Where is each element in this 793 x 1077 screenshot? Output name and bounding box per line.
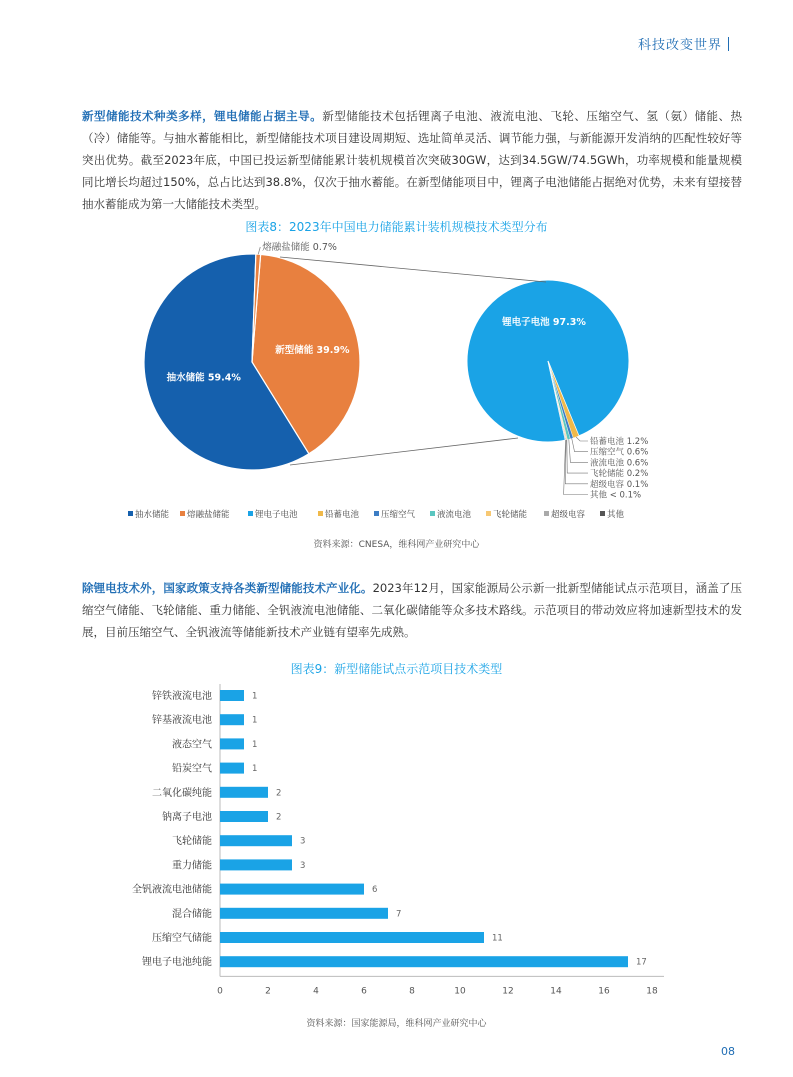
paragraph-1-body: 新型储能技术包括锂离子电池、液流电池、飞轮、压缩空气、氢（氨）储能、热（冷）储能等。与抽水蓄能相比，新型储能技术项目建设周期短、选址简单灵活、调节能力强，与新能源开发消纳的匹配性较好等突出优势。截至2023年底，中国已投运新型储能累计装机规模首次突破30GW，达到34.5GW/74.5GWh，功率规模和能量规模同比增长均超过150%，总占比达到38.8%，仅次于抽水蓄能。在新型储能项目中，锂离子电池储能占据绝对优势，未来有望接替抽水蓄能成为第一大储能技术类型。 (82, 109, 742, 211)
bar-value-label: 3 (300, 836, 306, 847)
sub-pie-label: 飞轮储能 0.2% (590, 469, 649, 480)
sub-pie-label: 液流电池 0.6% (590, 458, 649, 469)
bar-value-label: 7 (396, 909, 402, 920)
bar-value-label: 1 (252, 739, 258, 750)
bar-value-label: 1 (252, 764, 258, 775)
paragraph-1 (82, 105, 742, 215)
x-tick-label: 12 (502, 986, 514, 997)
chart9-title: 图表9：新型储能试点示范项目技术类型 (290, 662, 503, 676)
legend-swatch (486, 511, 491, 516)
category-label: 混合储能 (172, 908, 212, 920)
category-label: 锂电子电池纯能 (142, 957, 212, 969)
paragraph-1-lead: 新型储能技术种类多样，锂电储能占据主导。 (82, 109, 323, 123)
category-label: 飞轮储能 (172, 836, 212, 848)
sub-pie-label: 压缩空气 0.6% (590, 447, 649, 458)
bar (220, 932, 484, 943)
legend-swatch (430, 511, 435, 516)
category-label: 全钒液流电池储能 (132, 884, 212, 896)
bar-value-label: 2 (276, 788, 282, 799)
category-label: 铅炭空气 (172, 763, 212, 775)
pie-label-pumped-hydro: 抽水储能 59.4% (166, 372, 241, 384)
category-label: 钠离子电池 (162, 812, 212, 823)
x-tick-label: 16 (598, 986, 610, 997)
sub-pie-leader (569, 439, 588, 462)
legend-label: 其他 (607, 510, 625, 520)
legend-label: 熔融盐储能 (187, 510, 230, 520)
bar-value-label: 6 (372, 885, 378, 896)
pie-label-molten-salt: 熔融盐储能 0.7% (262, 242, 337, 253)
x-tick-label: 2 (265, 986, 271, 997)
legend-swatch (318, 511, 323, 516)
legend-label: 锂电子电池 (255, 510, 298, 520)
sub-pie-leader (576, 437, 588, 441)
category-label: 二氧化碳纯能 (152, 787, 212, 799)
category-label: 液态空气 (172, 739, 212, 751)
chart9-source: 资料来源：国家能源局，维科网产业研究中心 (306, 1019, 487, 1029)
bar (220, 835, 292, 846)
legend-label: 飞轮储能 (493, 510, 528, 520)
x-tick-label: 10 (454, 986, 466, 997)
legend-swatch (248, 511, 253, 516)
category-label: 锌基液流电池 (152, 715, 212, 727)
bar (220, 787, 268, 798)
chart8-pie-chart (0, 235, 793, 530)
x-tick-label: 6 (361, 986, 367, 997)
bar (220, 811, 268, 822)
header-title: 科技改变世界 (638, 34, 729, 53)
category-label: 锌铁液流电池 (152, 691, 212, 702)
bar (220, 763, 244, 774)
bar (220, 884, 364, 895)
bar (220, 690, 244, 701)
sub-pie-label: 铅蓄电池 1.2% (590, 437, 649, 447)
x-tick-label: 8 (409, 986, 415, 997)
bar (220, 956, 628, 967)
paragraph-2-body: 2023年12月，国家能源局公示新一批新型储能试点示范项目，涵盖了压缩空气储能、飞轮储能、重力储能、全钒液流电池储能、二氧化碳储能等众多技术路线。示范项目的带动效应将加速新型技术的发展，目前压缩空气、全钒液流等储能新技术产业链有望率先成熟。 (82, 581, 743, 639)
pie-label-new-storage: 新型储能 39.9% (275, 344, 350, 356)
x-tick-label: 14 (550, 986, 562, 997)
bar-value-label: 1 (252, 691, 258, 702)
legend-swatch (180, 511, 185, 516)
legend-swatch (600, 511, 605, 516)
chart8-title: 图表8：2023年中国电力储能累计装机规模技术类型分布 (245, 220, 548, 234)
sub-pie-label-lithium: 锂电子电池 97.3% (502, 317, 586, 328)
legend-label: 压缩空气 (381, 510, 416, 520)
legend-label: 抽水储能 (135, 510, 170, 520)
x-tick-label: 0 (217, 986, 223, 997)
paragraph-2-lead: 除锂电技术外，国家政策支持各类新型储能技术产业化。 (82, 581, 373, 595)
page-number: 08 (721, 1045, 735, 1058)
pie-leader-molten-salt (258, 247, 260, 254)
category-label: 重力储能 (172, 860, 212, 872)
sub-pie-label: 其他 < 0.1% (590, 490, 642, 501)
bar-value-label: 11 (492, 933, 503, 944)
chart9-bar-chart (0, 680, 793, 1000)
bar-value-label: 3 (300, 860, 306, 871)
sub-pie-leader (565, 440, 588, 484)
x-tick-label: 4 (313, 986, 319, 997)
x-tick-label: 18 (646, 986, 658, 997)
bar-value-label: 2 (276, 812, 282, 823)
paragraph-2 (82, 577, 742, 643)
chart8-source: 资料来源：CNESA，维科网产业研究中心 (313, 540, 480, 550)
legend-label: 超级电容 (551, 510, 586, 520)
bar-value-label: 17 (636, 957, 647, 968)
sub-pie-label: 超级电容 0.1% (590, 479, 649, 490)
bar (220, 859, 292, 870)
bar (220, 714, 244, 725)
legend-swatch (128, 511, 133, 516)
bar-value-label: 1 (252, 715, 258, 726)
legend-swatch (544, 511, 549, 516)
category-label: 压缩空气储能 (152, 933, 212, 944)
bar (220, 908, 388, 919)
legend-swatch (374, 511, 379, 516)
legend-label: 液流电池 (437, 510, 472, 520)
bar (220, 738, 244, 749)
legend-label: 铅蓄电池 (325, 510, 360, 520)
